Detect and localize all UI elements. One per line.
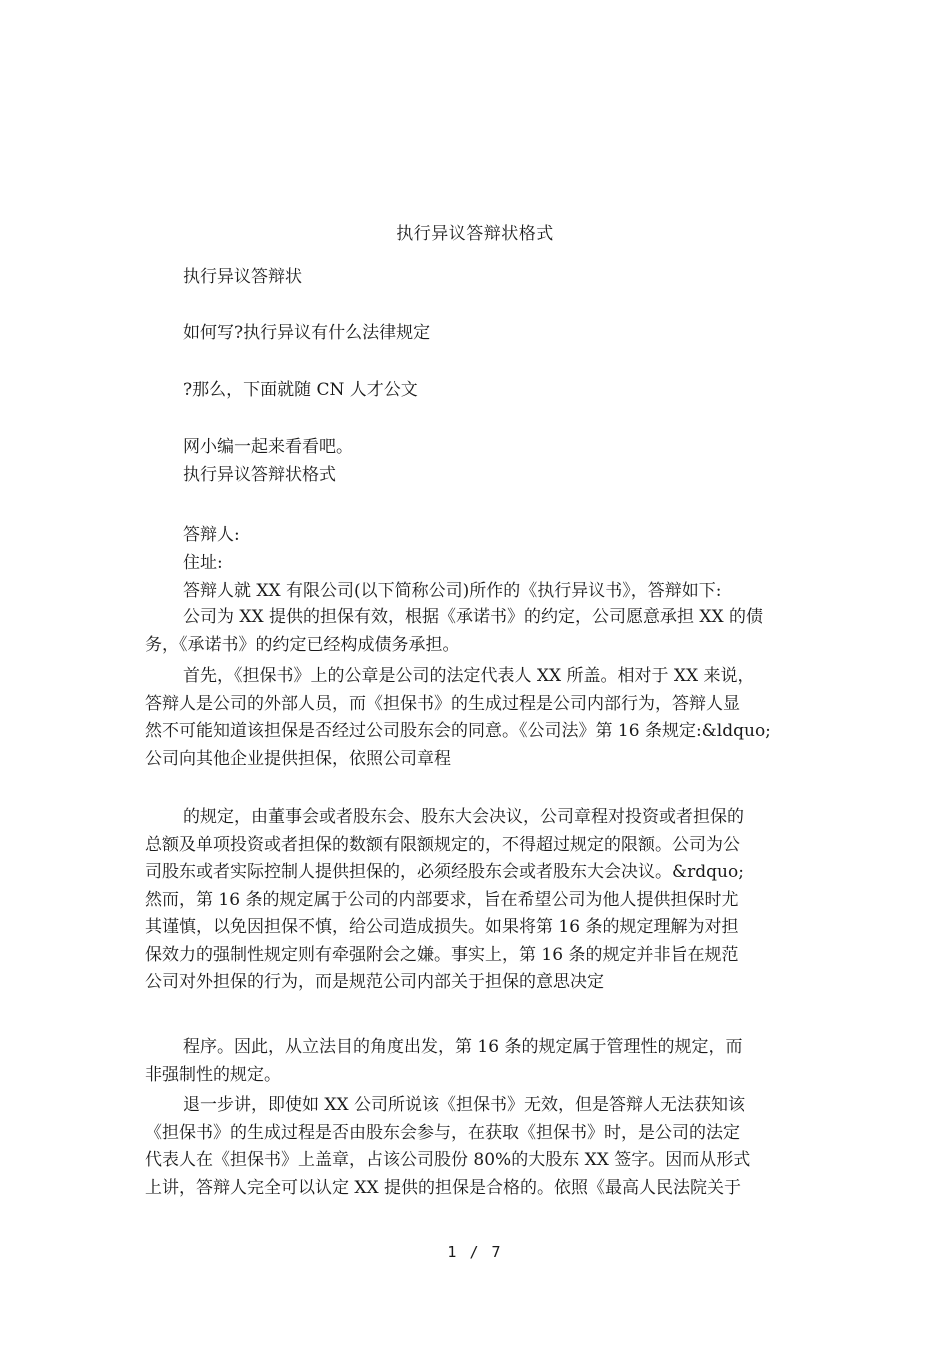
paragraph-line: 然不可能知道该担保是否经过公司股东会的同意。《公司法》第 16 条规定:&ldquo; [145, 721, 771, 741]
paragraph-1 [145, 604, 805, 659]
text-line: 网小编一起来看看吧。 [183, 437, 353, 457]
paragraph-line: 然而，第 16 条的规定属于公司的内部要求，旨在希望公司为他人提供担保时尤 [145, 889, 739, 910]
heading-line: 执行异议答辩状 [183, 267, 302, 287]
paragraph-line: 公司向其他企业提供担保，依照公司章程 [145, 748, 451, 769]
paragraph-line: 的规定，由董事会或者股东会、股东大会决议，公司章程对投资或者担保的 [183, 807, 744, 827]
paragraph-line: 首先，《担保书》上的公章是公司的法定代表人 XX 所盖。相对于 XX 来说， [183, 666, 755, 686]
paragraph-line: 公司为 XX 提供的担保有效，根据《承诺书》的约定，公司愿意承担 XX 的债 [183, 607, 764, 627]
subheading-line: 执行异议答辩状格式 [183, 465, 336, 485]
paragraph-line: 退一步讲，即使如 XX 公司所说该《担保书》无效，但是答辩人无法获知该 [183, 1095, 746, 1115]
paragraph-line: 上讲，答辩人完全可以认定 XX 提供的担保是合格的。依照《最高人民法院关于 [145, 1177, 742, 1198]
paragraph-3 [145, 804, 805, 997]
paragraph-line: 总额及单项投资或者担保的数额有限额规定的，不得超过规定的限额。公司为公 [145, 834, 740, 855]
paragraph-5 [145, 1092, 805, 1202]
paragraph-line: 保效力的强制性规定则有牵强附会之嫌。事实上，第 16 条的规定并非旨在规范 [145, 944, 739, 965]
text-line: 如何写?执行异议有什么法律规定 [183, 323, 431, 343]
intro-line: 答辩人就 XX 有限公司(以下简称公司)所作的《执行异议书》，答辩如下: [183, 581, 722, 601]
document-title: 执行异议答辩状格式 [396, 224, 554, 244]
respondent-label: 答辩人: [183, 525, 240, 545]
paragraph-line: 程序。因此，从立法目的角度出发，第 16 条的规定属于管理性的规定，而 [183, 1037, 743, 1057]
paragraph-line: 公司对外担保的行为，而是规范公司内部关于担保的意思决定 [145, 972, 604, 992]
paragraph-line: 务，《承诺书》的约定已经构成债务承担。 [145, 634, 460, 655]
paragraph-2 [145, 663, 805, 773]
text-line: ?那么，下面就随 CN 人才公文 [183, 380, 418, 400]
page-number: 1 / 7 [447, 1243, 503, 1261]
paragraph-line: 其谨慎，以免因担保不慎，给公司造成损失。如果将第 16 条的规定理解为对担 [145, 917, 739, 937]
paragraph-line: 答辩人是公司的外部人员，而《担保书》的生成过程是公司内部行为，答辩人显 [145, 693, 740, 714]
paragraph-line: 《担保书》的生成过程是否由股东会参与，在获取《担保书》时，是公司的法定 [145, 1122, 740, 1143]
paragraph-line: 代表人在《担保书》上盖章，占该公司股份 80%的大股东 XX 签字。因而从形式 [145, 1150, 751, 1170]
paragraph-line: 司股东或者实际控制人提供担保的，必须经股东会或者股东大会决议。&rdquo; [145, 862, 744, 882]
paragraph-4 [145, 1034, 805, 1089]
paragraph-line: 非强制性的规定。 [145, 1064, 281, 1085]
address-label: 住址: [183, 553, 223, 573]
